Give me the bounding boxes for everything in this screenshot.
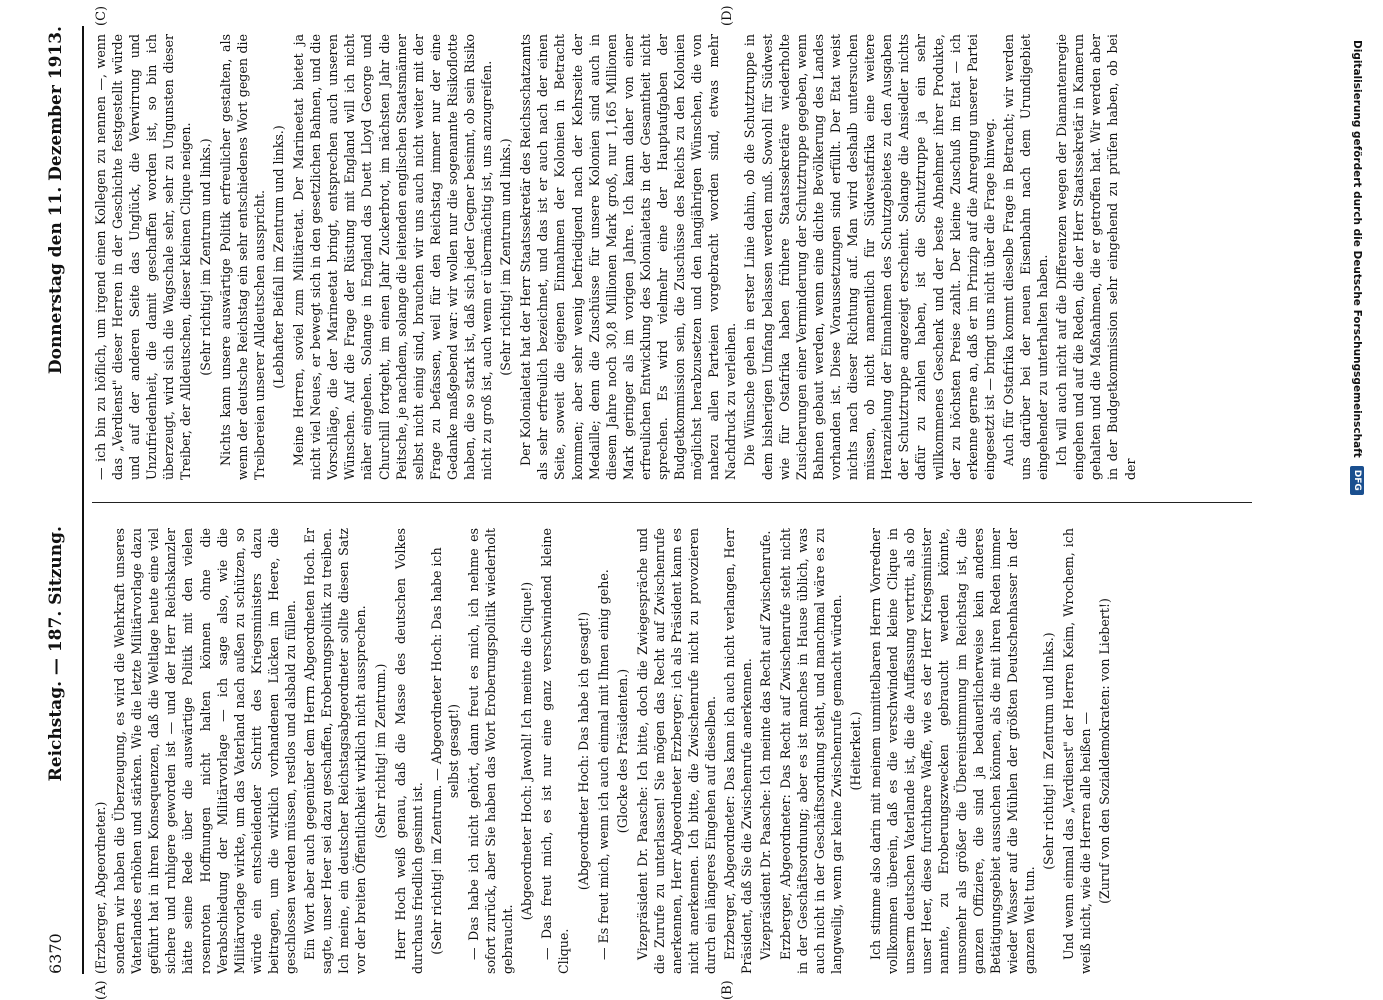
paragraph: Erzberger, Abgeordneter: Das kann ich auch nicht verlangen, Herr Präsident, daß Sie die Zwischenrufe anerkennen. [722,528,755,974]
paragraph: Ein Wort aber auch gegenüber dem Herrn Abgeordneten Hoch. Er sagte, unser Heer sei dazu geschaffen, Eroberungspolitik zu treiben. Ich meine, ein deutscher Reichstagsabgeordneter sollte diesen Satz vor der breiten Öffentlichkeit wirklich nicht aussprechen. [302,528,369,974]
interjection: (Lebhafter Beifall im Zentrum und links.) [270,125,286,389]
paragraph: Meine Herren, soviel zum Militäretat. Der Marineetat bietet ja nicht viel Neues, er bewegt sich in den gesetzlichen Bahnen, und die Vorschläge, die der Marineetat bringt, entsprechen auch unseren Wünschen. Auf die Frage der Rüstung mit England will ich nicht näher eingehen. Solange in England das Duett Lloyd George und Churchill fortgeht, im einen Jahr Zuckerbrot, im nächsten Jahr die Peitsche, je nachdem, solange die leitenden englischen Staatsmänner selbst nicht einig sind, brauchen wir uns auch nicht weiter mit der Frage zu befassen, weil für den Reichstag immer nur der eine Gedanke maßgebend war: wir wollen nur die sogenannte Risikoflotte haben, die so stark ist, daß sich jeder Gegner besinnt, ob sein Risiko nicht zu groß ist, auch wenn er übermächtig ist, uns anzugreifen. [291,34,495,480]
interjection: (Sehr richtig! im Zentrum und links.) [498,138,514,376]
margin-mark-a: (A) [94,980,109,1000]
paragraph: — Es freut mich, wenn ich auch einmal mit Ihnen einig gehe. [595,569,611,960]
margin-mark-d: (D) [720,5,735,26]
paragraph: Auch für Ostafrika kommt dieselbe Frage in Betracht; wir werden uns darüber bei der neuen Eisenbahn nach dem Urundigebiet eingehender zu unterhalten haben. [1000,34,1051,480]
interjection: (Glocke des Präsidenten.) [614,668,630,834]
paragraph: (Erzberger, Abgeordneter.) [93,801,108,974]
right-text-column [92,34,1272,480]
paragraph: — Das freut mich, es ist nur eine ganz verschwindend kleine Clique. [539,528,572,974]
paragraph: sondern wir haben die Überzeugung, es wird die Wehrkraft unseres Vaterlandes erhöhen und stärken. Wie die letzte Militärvorlage dazu geführt hat in ihren Konsequenzen, daß die Weltlage heute eine viel sichere und ruhigere geworden ist — und der Herr Reichskanzler hätte seine Rede über die auswärtige Politik mit den vielen rosenroten Hoffnungen nicht halten können ohne die Verabschiedung der Militärvorlage — ich sage also, wie die Militärvorlage wirkte, um das Vaterland nach außen zu schützen, so würde ein entscheidender Schritt des Kriegsministers dazu beitragen, um die wirklich vorhandenen Lücken im Heere, die geschlossen werden müssen, restlos und alsbald zu füllen. [112,528,299,974]
paragraph: Nichts kann unsere auswärtige Politik erfreulicher gestalten, als wenn der deutsche Reichstag ein sehr entschiedenes Wort gegen die Treibereien unserer Alldeutschen ausspricht. [217,34,267,480]
page-number: 6370 [46,933,65,974]
margin-mark-b: (B) [720,980,735,1000]
interjection: (Heiterkeit.) [847,711,863,791]
paragraph: Vizepräsident Dr. Paasche: Ich meinte das Recht auf Zwischenrufe. [758,530,774,960]
session-title: Reichstag. — 187. Sitzung. [46,526,66,782]
interjection: (Sehr richtig! im Zentrum und links.) [1040,632,1056,870]
paragraph: — ich bin zu höflich, um irgend einen Kollegen zu nennen —, wenn das „Verdienst" dieser Herren in der Geschichte festgestellt würde und auf der anderen Seite das Unglück, die Verwirrung und Unzufriedenheit, die damit geschaffen worden ist, so bin ich überzeugt, wird sich die Wagschale sehr, sehr zu Ungunsten dieser Treiber, der Alldeutschen, dieser kleinen Clique neigen. [93,34,194,480]
paragraph: Die Wünsche gehen in erster Linie dahin, ob die Schutztruppe in dem bisherigen Umfang belassen werden muß. Sowohl für Südwest wie für Ostafrika haben frühere Staatssekretäre wiederholte Zusicherungen einer Verminderung der Schutztruppe gegeben, wenn Bahnen gebaut werden, wenn eine dichte Bevölkerung des Landes vorhanden ist. Diese Voraussetzungen sind erfüllt. Der Etat weist nichts nach dieser Richtung auf. Man wird deshalb untersuchen müssen, ob nicht namentlich für Südwestafrika eine weitere Heranziehung der Einnahmen des Schutzgebietes zu den Ausgaben der Schutztruppe angezeigt erscheint. Solange die Ansiedler nichts dafür zu zahlen haben, ist die Schutztruppe ja ein sehr willkommenes Geschenk und der beste Abnehmer ihrer Produkte, der zu höchsten Preise zahlt. Der kleine Zuschuß im Etat — ich erkenne gerne an, daß er im Prinzip auf die Anregung unserer Partei eingesetzt ist — bringt uns nicht über die Frage hinweg. [742,34,997,480]
interjection: (Sehr richtig! im Zentrum.) [372,663,388,839]
footer-credit [1346,40,1368,960]
dfg-logo: DFG [1350,466,1364,495]
margin-mark-c: (C) [94,5,109,26]
interjection: (Sehr richtig! im Zentrum. — Abgeordneter Hoch: Das habe ich selbst gesagt!) [428,547,461,955]
paragraph: Herr Hoch weiß genau, daß die Masse des deutschen Volkes durchaus friedlich gesinnt ist. [392,528,425,974]
left-text-column [92,528,1272,974]
interjection: (Abgeordneter Hoch: Das habe ich gesagt!) [575,611,591,891]
paragraph: Und wenn einmal das „Verdienst" der Herren Keim, Wrochem, ich weiß nicht, wie die Herren alle heißen — [1061,528,1094,974]
credit-text: Digitalisierung gefördert durch die Deutsche Forschungsgemeinschaft [1351,40,1363,458]
column-divider [92,502,1252,503]
interjection: (Abgeordneter Hoch: Jawohl! Ich meinte die Clique!) [519,581,535,921]
header-rule [82,26,84,974]
paragraph: Ich stimme also darin mit meinem unmittelbaren Herrn Vorredner vollkommen überein, daß es die verschwindend kleine Clique in unserm deutschen Vaterlande ist, die die Auffassung vertritt, als ob unser Heer, diese furchtbare Waffe, wie es der Herr Kriegsminister nannte, zu Eroberungszwecken gebraucht werden könnte, umsomehr als größer die Übereinstimmung im Reichstag ist, die ganzen Offiziere, die sind ja bedauerlicherweise kein anderes Betätigungsgebiet aussuchen können, als die mit ihren Reden immer wieder Wasser auf die Mühlen der größten Deutschenhasser in der ganzen Welt tun. [868,528,1037,974]
page-header [46,26,76,974]
session-date: Donnerstag den 11. Dezember 1913. [46,26,66,375]
interjection: (Sehr richtig! im Zentrum und links.) [197,138,213,376]
interjection: (Zuruf von den Sozialdemokraten: von Liebert!) [1097,598,1113,904]
paragraph: — Das habe ich nicht gehört, dann freut es mich, ich nehme es sofort zurück, aber Sie haben das Wort Eroberungspolitik wiederholt gebraucht. [465,528,516,974]
paragraph: Erzberger, Abgeordneter: Das Recht auf Zwischenrufe steht nicht in der Geschäftsordnung; aber es ist manches in Hause üblich, was auch nicht in der Geschäftsordnung steht, und manchmal wäre es zu langweilig, wenn gar keine Zwischenrufe gemacht würden. [777,528,844,974]
paragraph: Vizepräsident Dr. Paasche: Ich bitte, doch die Zwiegespräche und die Zurufe zu unterlassen! Sie mögen das Recht auf Zwischenrufe anerkennen, Herr Abgeordneter Erzberger; ich als Präsident kann es nicht anerkennen. Ich bitte, die Zwischenrufe nicht zu provozieren durch ein längeres Eingehen auf dieselben. [634,528,719,974]
paragraph: Ich will auch nicht auf die Differenzen wegen der Diamantenregie eingehen und auf die Reden, die der Herr Staatssekretär in Kamerun gehalten und die Maßnahmen, die er getroffen hat. Wir werden aber in der Budgetkommission sehr eingehend zu prüfen haben, ob bei der [1054,34,1138,480]
paragraph: Der Kolonialetat hat der Herr Staatssekretär des Reichsschatzamts als sehr erfreulich bezeichnet, und das ist er auch nach der einen Seite, soweit die eigenen Einnahmen der Kolonien in Betracht kommen; aber sehr wenig befriedigend nach der Kehrseite der Medaille; denn die Zuschüsse für unsere Kolonien sind auch in diesem Jahre noch 30,8 Millionen Mark groß, nur 1,165 Millionen Mark geringer als im vorigen Jahre. Ich kann daher von einer erfreulichen Entwicklung des Kolonialetats in der Gesamtheit nicht sprechen. Es wird vielmehr eine der Hauptaufgaben der Budgetkommission sein, die Zuschüsse des Reichs zu den Kolonien möglichst herabzusetzen und den langjährigen Wünschen, die von nahezu allen Parteien vorgebracht worden sind, etwas mehr Nachdruck zu verleihen. [518,34,739,480]
